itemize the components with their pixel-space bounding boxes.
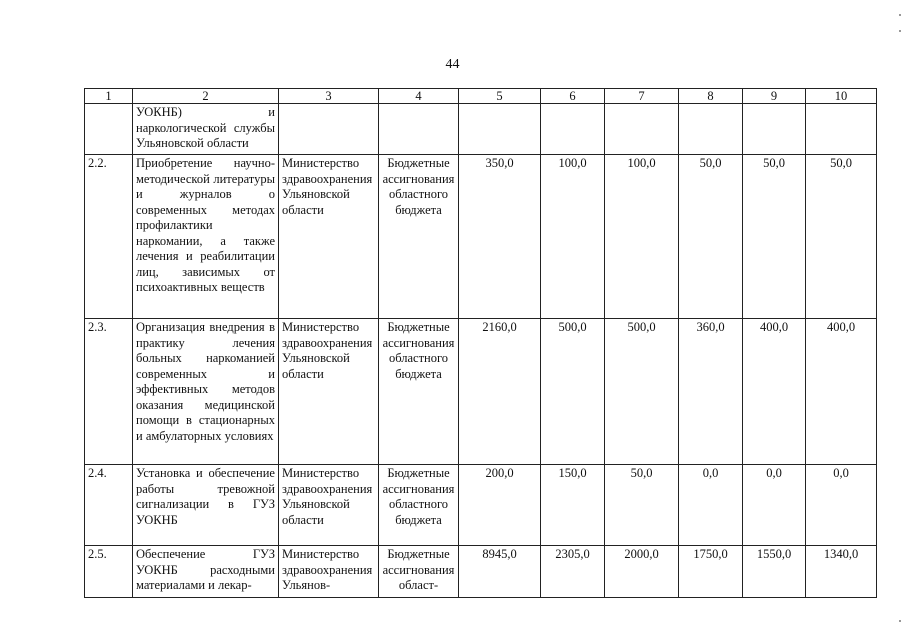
row-number: 2.3.	[85, 319, 133, 465]
value-cell: 50,0	[806, 155, 877, 319]
value-cell	[459, 104, 541, 155]
value-cell: 500,0	[605, 319, 679, 465]
funding-source-cell	[379, 104, 459, 155]
table-row	[85, 465, 877, 546]
value-cell: 1340,0	[806, 546, 877, 598]
value-cell: 0,0	[806, 465, 877, 546]
value-cell	[743, 104, 806, 155]
value-cell: 0,0	[743, 465, 806, 546]
row-number: 2.2.	[85, 155, 133, 319]
measure-name: Приобретение научно-методической литературы и журналов о современных методах профилактики наркомании, а также лечения и реабилитации лиц, зависимых от психоактивных веществ	[133, 155, 279, 319]
value-cell: 2000,0	[605, 546, 679, 598]
column-header: 10	[806, 89, 877, 104]
executor-cell: Министерство здравоохранения Ульяновской области	[279, 319, 379, 465]
measure-name: Установка и обеспечение работы тревожной сигнализации в ГУЗ УОКНБ	[133, 465, 279, 546]
executor-cell: Министерство здравоохранения Ульяновской области	[279, 155, 379, 319]
value-cell: 400,0	[806, 319, 877, 465]
column-header: 7	[605, 89, 679, 104]
scan-mark	[899, 14, 901, 16]
column-header: 8	[679, 89, 743, 104]
value-cell: 1550,0	[743, 546, 806, 598]
value-cell: 400,0	[743, 319, 806, 465]
row-number	[85, 104, 133, 155]
value-cell: 8945,0	[459, 546, 541, 598]
funding-source-cell: Бюджетные ассигнования област-	[379, 546, 459, 598]
column-header: 9	[743, 89, 806, 104]
table-row	[85, 104, 877, 155]
column-header: 2	[133, 89, 279, 104]
measure-name: Обеспечение ГУЗ УОКНБ расходными материалами и лекар-	[133, 546, 279, 598]
funding-source-cell: Бюджетные ассигнования областного бюджета	[379, 319, 459, 465]
column-header: 4	[379, 89, 459, 104]
value-cell: 2305,0	[541, 546, 605, 598]
executor-cell: Министерство здравоохранения Ульянов-	[279, 546, 379, 598]
value-cell: 100,0	[605, 155, 679, 319]
value-cell	[806, 104, 877, 155]
value-cell: 1750,0	[679, 546, 743, 598]
funding-source-cell: Бюджетные ассигнования областного бюджета	[379, 155, 459, 319]
table-header-row	[85, 89, 877, 104]
value-cell: 350,0	[459, 155, 541, 319]
row-number: 2.4.	[85, 465, 133, 546]
page-number: 44	[445, 57, 460, 72]
executor-cell: Министерство здравоохранения Ульяновской области	[279, 465, 379, 546]
value-cell	[605, 104, 679, 155]
funding-source-cell: Бюджетные ассигнования областного бюджета	[379, 465, 459, 546]
value-cell: 500,0	[541, 319, 605, 465]
table-row	[85, 155, 877, 319]
value-cell	[679, 104, 743, 155]
value-cell: 200,0	[459, 465, 541, 546]
scan-mark	[899, 620, 901, 622]
value-cell: 0,0	[679, 465, 743, 546]
value-cell: 2160,0	[459, 319, 541, 465]
value-cell	[541, 104, 605, 155]
value-cell: 50,0	[743, 155, 806, 319]
executor-cell	[279, 104, 379, 155]
program-table	[84, 88, 877, 598]
value-cell: 360,0	[679, 319, 743, 465]
scan-mark	[899, 30, 901, 32]
value-cell: 50,0	[679, 155, 743, 319]
measure-name: Организация внедрения в практику лечения больных наркоманией современных и эффективных методов оказания медицинской помощи в стационарных и амбулаторных условиях	[133, 319, 279, 465]
column-header: 6	[541, 89, 605, 104]
column-header: 1	[85, 89, 133, 104]
value-cell: 100,0	[541, 155, 605, 319]
column-header: 3	[279, 89, 379, 104]
column-header: 5	[459, 89, 541, 104]
value-cell: 150,0	[541, 465, 605, 546]
row-number: 2.5.	[85, 546, 133, 598]
measure-name: УОКНБ) и наркологической службы Ульяновской области	[133, 104, 279, 155]
value-cell: 50,0	[605, 465, 679, 546]
table-row	[85, 546, 877, 598]
table-row	[85, 319, 877, 465]
